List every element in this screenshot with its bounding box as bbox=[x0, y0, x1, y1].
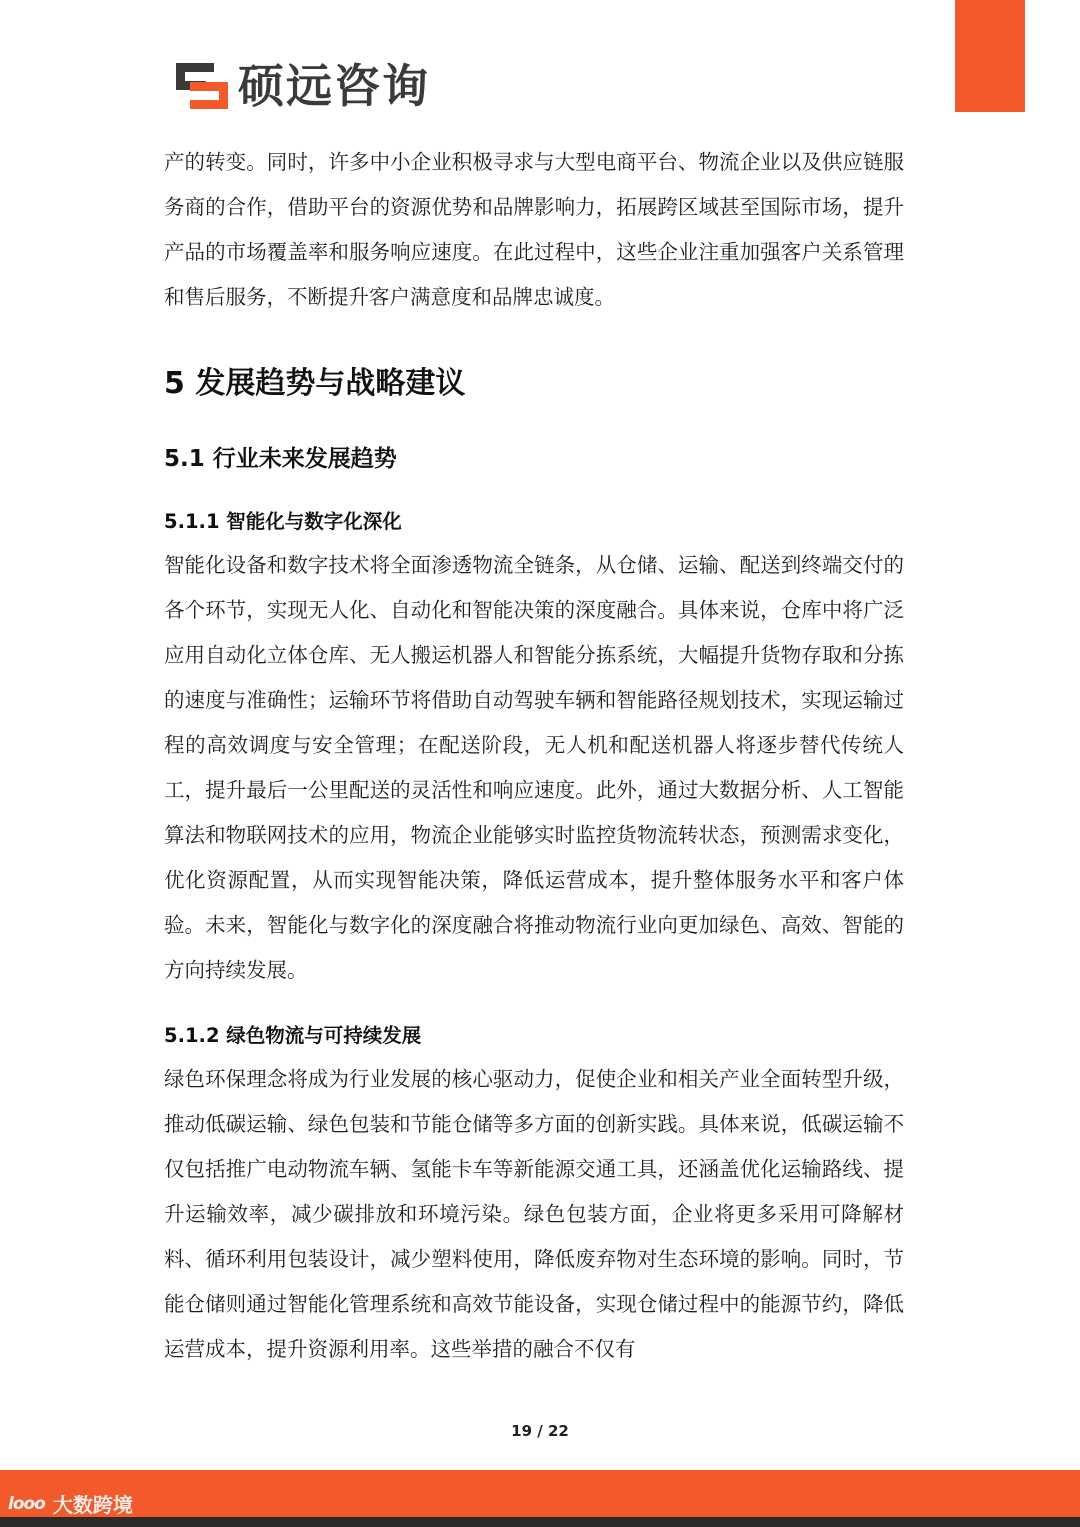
watermark-logo-icon: looo bbox=[8, 1493, 45, 1514]
company-name: 硕远咨询 bbox=[238, 59, 430, 113]
watermark-text: 大数跨境 bbox=[52, 1493, 133, 1517]
s-block-logo-icon bbox=[176, 63, 228, 109]
subsub2-heading: 5.1.2 绿色物流与可持续发展 bbox=[164, 1024, 422, 1047]
page-number: 19 / 22 bbox=[511, 1422, 569, 1440]
watermark bbox=[8, 1489, 133, 1518]
subsection-heading: 5.1 行业未来发展趋势 bbox=[164, 446, 397, 472]
subsub2-paragraph: 绿色环保理念将成为行业发展的核心驱动力，促使企业和相关产业全面转型升级，推动低碳运输、绿色包装和节能仓储等多方面的创新实践。具体来说，低碳运输不仅包括推广电动物流车辆、氢能卡车等新能源交通工具，还涵盖优化运输路线、提升运输效率，减少碳排放和环境污染。绿色包装方面，企业将更多采用可降解材料、循环利用包装设计，减少塑料使用，降低废弃物对生态环境的影响。同时，节能仓储则通过智能化管理系统和高效节能设备，实现仓储过程中的能源节约，降低运营成本，提升资源利用率。这些举措的融合不仅有 bbox=[164, 1067, 904, 1361]
subsub1-heading: 5.1.1 智能化与数字化深化 bbox=[164, 510, 402, 533]
footer-bar bbox=[0, 1470, 1080, 1527]
section-heading: 5 发展趋势与战略建议 bbox=[164, 366, 466, 401]
subsub1-paragraph: 智能化设备和数字技术将全面渗透物流全链条，从仓储、运输、配送到终端交付的各个环节，实现无人化、自动化和智能决策的深度融合。具体来说，仓库中将广泛应用自动化立体仓库、无人搬运机器人和智能分拣系统，大幅提升货物存取和分拣的速度与准确性；运输环节将借助自动驾驶车辆和智能路径规划技术，实现运输过程的高效调度与安全管理；在配送阶段，无人机和配送机器人将逐步替代传统人工，提升最后一公里配送的灵活性和响应速度。此外，通过大数据分析、人工智能算法和物联网技术的应用，物流企业能够实时监控货物流转状态，预测需求变化，优化资源配置，从而实现智能决策，降低运营成本，提升整体服务水平和客户体验。未来，智能化与数字化的深度融合将推动物流行业向更加绿色、高效、智能的方向持续发展。 bbox=[164, 553, 904, 982]
intro-paragraph: 产的转变。同时，许多中小企业积极寻求与大型电商平台、物流企业以及供应链服务商的合作，借助平台的资源优势和品牌影响力，拓展跨区域甚至国际市场，提升产品的市场覆盖率和服务响应速度。在此过程中，这些企业注重加强客户关系管理和售后服务，不断提升客户满意度和品牌忠诚度。 bbox=[164, 150, 904, 309]
corner-accent-block bbox=[955, 0, 1025, 112]
company-logo bbox=[176, 60, 430, 112]
